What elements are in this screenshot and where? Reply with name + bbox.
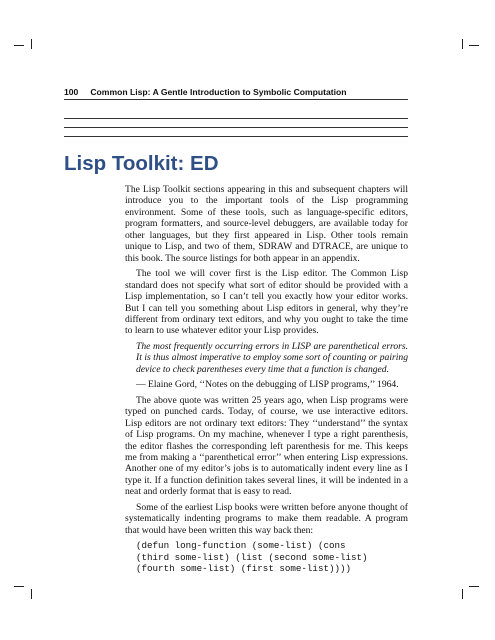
body-text [125, 184, 408, 575]
section-rule-3 [64, 136, 408, 137]
crop-mark-top-right-h [469, 45, 479, 46]
paragraph-history: The above quote was written 25 years ago, when Lisp programs were typed on punched cards. Today, of course, we use interactive editors. Lisp editors are not ordinary text editors: They ‘‘understand’’ the syntax of Lisp programs. On my machine, whenever I type a right parenthesis, the editor flashes the corresponding left parenthesis for me. This keeps me from making a ‘‘parenthetical error’’ when entering Lisp expressions. Another one of my editor’s jobs is to automatically indent every line as I type it. If a function definition takes several lines, it will be indented in a neat and orderly format that is easy to read. [125, 394, 408, 498]
crop-mark-bottom-left-v [31, 589, 32, 599]
crop-mark-bottom-left-h [14, 586, 24, 587]
quote-attribution: — Elaine Gord, ‘‘Notes on the debugging of LISP programs,’’ 1964. [136, 379, 399, 391]
page-number: 100 [64, 87, 79, 97]
crop-mark-bottom-right-v [462, 589, 463, 599]
crop-mark-top-left-v [31, 39, 32, 49]
crop-mark-bottom-right-h [469, 586, 479, 587]
code-line: (fourth some-list) (first some-list)))) [136, 563, 352, 575]
code-line: (defun long-function (some-list) (cons [136, 540, 346, 552]
code-block [136, 540, 408, 575]
paragraph-intro: The Lisp Toolkit sections appearing in this and subsequent chapters will introduce you to the important tools of the Lisp programming environment. Some of these tools, such as language-specific editors, program formatters, and source-level debuggers, are available today for other languages, but they first appeared in Lisp. Other tools remain unique to Lisp, and two of them, SDRAW and DTRACE, are unique to this book. The source listings for both appear in an appendix. [125, 184, 408, 264]
crop-mark-top-left-h [14, 45, 24, 46]
running-title: Common Lisp: A Gentle Introduction to Symbolic Computation [90, 87, 347, 97]
crop-mark-top-right-v [462, 39, 463, 49]
section-rule-2 [64, 127, 408, 128]
running-header [64, 87, 408, 100]
code-line: (third some-list) (list (second some-list) [136, 551, 368, 563]
paragraph-editor: The tool we will cover first is the Lisp editor. The Common Lisp standard does not specify what sort of editor should be provided with a Lisp implementation, so I can’t tell you exactly how your editor works. But I can tell you something about Lisp editors in general, why they’re different from ordinary text editors, and why you ought to take the time to learn to use whatever editor your Lisp provides. [125, 268, 408, 337]
section-rule-1 [64, 118, 408, 119]
epigraph-quote: The most frequently occurring errors in LISP are parenthetical errors. It is thus almost imperative to employ some sort of counting or pairing device to check parentheses every time that a function is changed. [136, 340, 408, 375]
section-title: Lisp Toolkit: ED [64, 152, 219, 175]
paragraph-indenting: Some of the earliest Lisp books were written before anyone thought of systematically indenting programs to make them readable. A program that would have been written this way back then: [125, 501, 408, 536]
